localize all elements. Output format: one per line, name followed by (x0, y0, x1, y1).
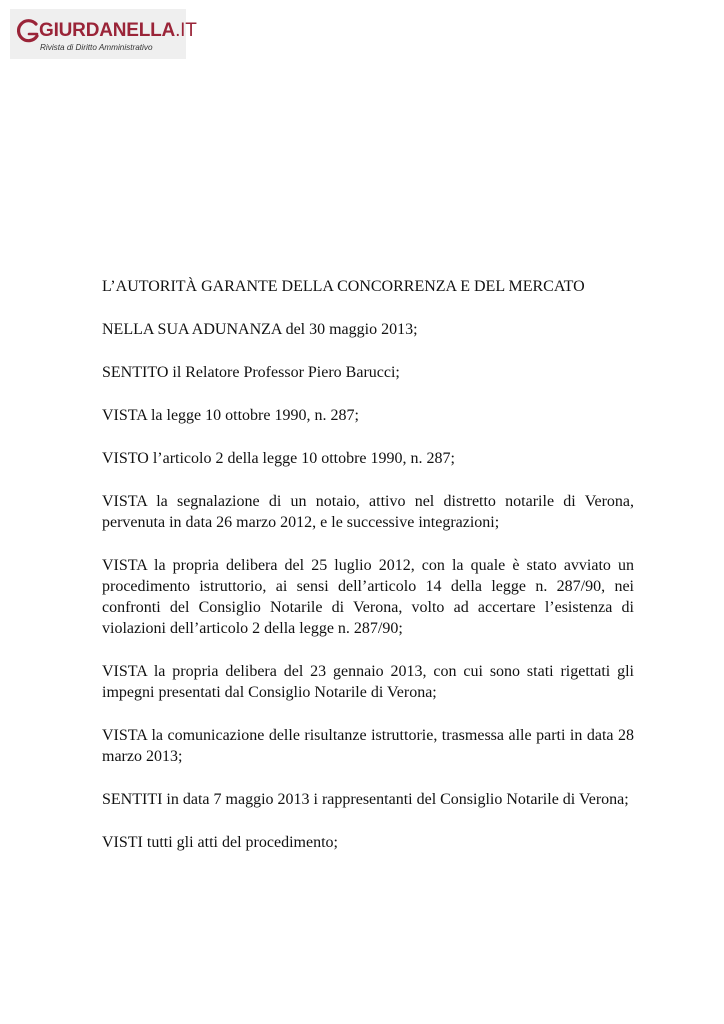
document-body (102, 276, 634, 875)
document-paragraph: VISTA la propria delibera del 23 gennaio 2013, con cui sono stati rigettati gli impegni presentati dal Consiglio Notarile di Verona; (102, 663, 634, 701)
document-paragraph: VISTI tutti gli atti del procedimento; (102, 834, 338, 851)
document-paragraph: VISTA la propria delibera del 25 luglio 2012, con la quale è stato avviato un procedimento istruttorio, ai sensi dell’articolo 14 della legge n. 287/90, nei confronti del Consiglio Notarile di Verona, volto ad accertare l’esistenza di violazioni dell’articolo 2 della legge n. 287/90; (102, 557, 634, 637)
document-paragraph: VISTO l’articolo 2 della legge 10 ottobre 1990, n. 287; (102, 450, 455, 467)
document-paragraph: SENTITI in data 7 maggio 2013 i rappresentanti del Consiglio Notarile di Verona; (102, 791, 629, 808)
logo-title-tld: .IT (175, 20, 197, 41)
document-heading: L’AUTORITÀ GARANTE DELLA CONCORRENZA E DEL MERCATO (102, 278, 585, 295)
document-paragraph: SENTITO il Relatore Professor Piero Barucci; (102, 364, 400, 381)
document-paragraph: VISTA la legge 10 ottobre 1990, n. 287; (102, 407, 359, 424)
logo-title (39, 21, 197, 40)
document-paragraph: VISTA la comunicazione delle risultanze istruttorie, trasmessa alle parti in data 28 marzo 2013; (102, 727, 634, 765)
logo-title-main: GIURDANELLA (39, 20, 176, 41)
g-arc-icon (15, 19, 41, 45)
document-paragraph: NELLA SUA ADUNANZA del 30 maggio 2013; (102, 321, 418, 338)
site-logo[interactable] (10, 9, 197, 59)
logo-subtitle: Rivista di Diritto Amministrativo (40, 43, 153, 52)
document-paragraph: VISTA la segnalazione di un notaio, attivo nel distretto notarile di Verona, pervenuta in data 26 marzo 2012, e le successive integrazioni; (102, 493, 634, 531)
